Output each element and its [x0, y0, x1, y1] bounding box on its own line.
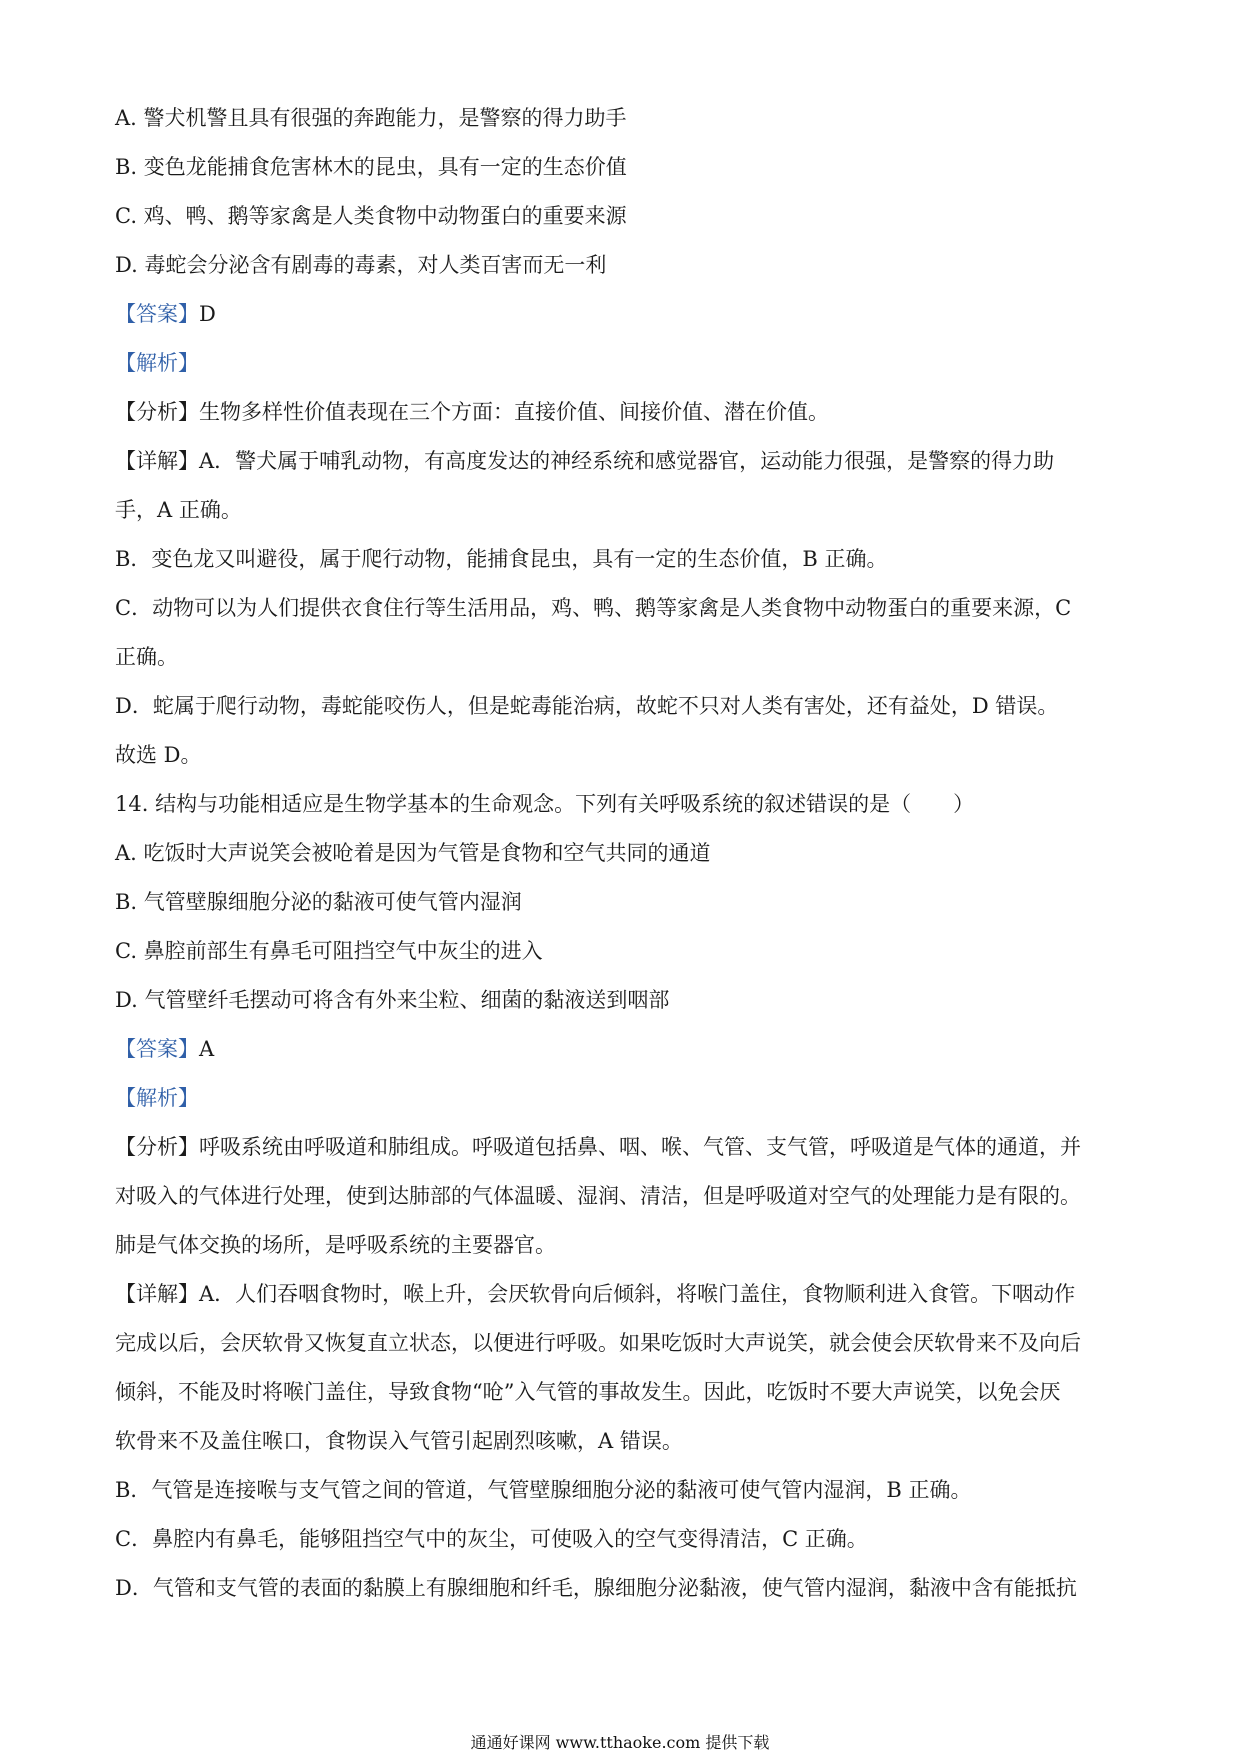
q14-analysis-line: 完成以后，会厌软骨又恢复直立状态，以便进行呼吸。如果吃饭时大声说笑，就会使会厌软骨来不及向后 [115, 1331, 1081, 1355]
answer-value: A [199, 1037, 215, 1061]
q14-analysis-line: 倾斜，不能及时将喉门盖住，导致食物“呛”入气管的事故发生。因此，吃饭时不要大声说笑，以免会厌 [115, 1380, 1061, 1404]
answer-tag: 【答案】 [115, 302, 199, 326]
q13-analysis-line: 【详解】A．警犬属于哺乳动物，有高度发达的神经系统和感觉器官，运动能力很强，是警察的得力助 [115, 449, 1055, 473]
answer-tag: 【答案】 [115, 1037, 199, 1061]
q14-analysis-line: C．鼻腔内有鼻毛，能够阻挡空气中的灰尘，可使吸入的空气变得清洁，C 正确。 [115, 1527, 868, 1551]
q14-analysis-line: 【详解】A．人们吞咽食物时，喉上升，会厌软骨向后倾斜，将喉门盖住，食物顺利进入食管。下咽动作 [115, 1282, 1076, 1306]
q14-option-d: D. 气管壁纤毛摆动可将含有外来尘粒、细菌的黏液送到咽部 [115, 988, 670, 1012]
q14-analysis-tag: 【解析】 [115, 1086, 199, 1110]
q14-analysis-line: 软骨来不及盖住喉口，食物误入气管引起剧烈咳嗽，A 错误。 [115, 1429, 683, 1453]
page-footer: 通通好课网 www.tthaoke.com 提供下载 [470, 1733, 770, 1752]
q14-option-a: A. 吃饭时大声说笑会被呛着是因为气管是食物和空气共同的通道 [115, 841, 711, 865]
q13-analysis-tag: 【解析】 [115, 351, 199, 375]
q14-answer [115, 1034, 214, 1064]
q13-option-a: A. 警犬机警且具有很强的奔跑能力，是警察的得力助手 [115, 106, 627, 130]
q13-analysis-line: 正确。 [115, 645, 178, 669]
q14-stem: 14. 结构与功能相适应是生物学基本的生命观念。下列有关呼吸系统的叙述错误的是（ ） [115, 792, 975, 816]
q13-analysis-line: 手，A 正确。 [115, 498, 242, 522]
q13-analysis-line: B．变色龙又叫避役，属于爬行动物，能捕食昆虫，具有一定的生态价值，B 正确。 [115, 547, 888, 571]
q13-option-b: B. 变色龙能捕食危害林木的昆虫，具有一定的生态价值 [115, 155, 627, 179]
q14-analysis-line: 【分析】呼吸系统由呼吸道和肺组成。呼吸道包括鼻、咽、喉、气管、支气管，呼吸道是气体的通道，并 [115, 1135, 1081, 1159]
q13-analysis-line: C．动物可以为人们提供衣食住行等生活用品，鸡、鸭、鹅等家禽是人类食物中动物蛋白的重要来源，C [115, 596, 1072, 620]
q14-option-c: C. 鼻腔前部生有鼻毛可阻挡空气中灰尘的进入 [115, 939, 543, 963]
q13-answer [115, 299, 216, 329]
q14-analysis-line: D．气管和支气管的表面的黏膜上有腺细胞和纤毛，腺细胞分泌黏液，使气管内湿润，黏液中含有能抵抗 [115, 1576, 1077, 1600]
q14-analysis-line: B．气管是连接喉与支气管之间的管道，气管壁腺细胞分泌的黏液可使气管内湿润，B 正确。 [115, 1478, 972, 1502]
q14-analysis-line: 肺是气体交换的场所，是呼吸系统的主要器官。 [115, 1233, 556, 1257]
q14-analysis-line: 对吸入的气体进行处理，使到达肺部的气体温暖、湿润、清洁，但是呼吸道对空气的处理能力是有限的。 [115, 1184, 1081, 1208]
q13-option-d: D. 毒蛇会分泌含有剧毒的毒素，对人类百害而无一利 [115, 253, 607, 277]
q13-option-c: C. 鸡、鸭、鹅等家禽是人类食物中动物蛋白的重要来源 [115, 204, 627, 228]
q13-analysis-line: D．蛇属于爬行动物，毒蛇能咬伤人，但是蛇毒能治病，故蛇不只对人类有害处，还有益处，D 错误。 [115, 694, 1059, 718]
q13-analysis-line: 故选 D。 [115, 743, 202, 767]
answer-value: D [199, 302, 216, 326]
q14-option-b: B. 气管壁腺细胞分泌的黏液可使气管内湿润 [115, 890, 522, 914]
q13-analysis-line: 【分析】生物多样性价值表现在三个方面：直接价值、间接价值、潜在价值。 [115, 400, 829, 424]
